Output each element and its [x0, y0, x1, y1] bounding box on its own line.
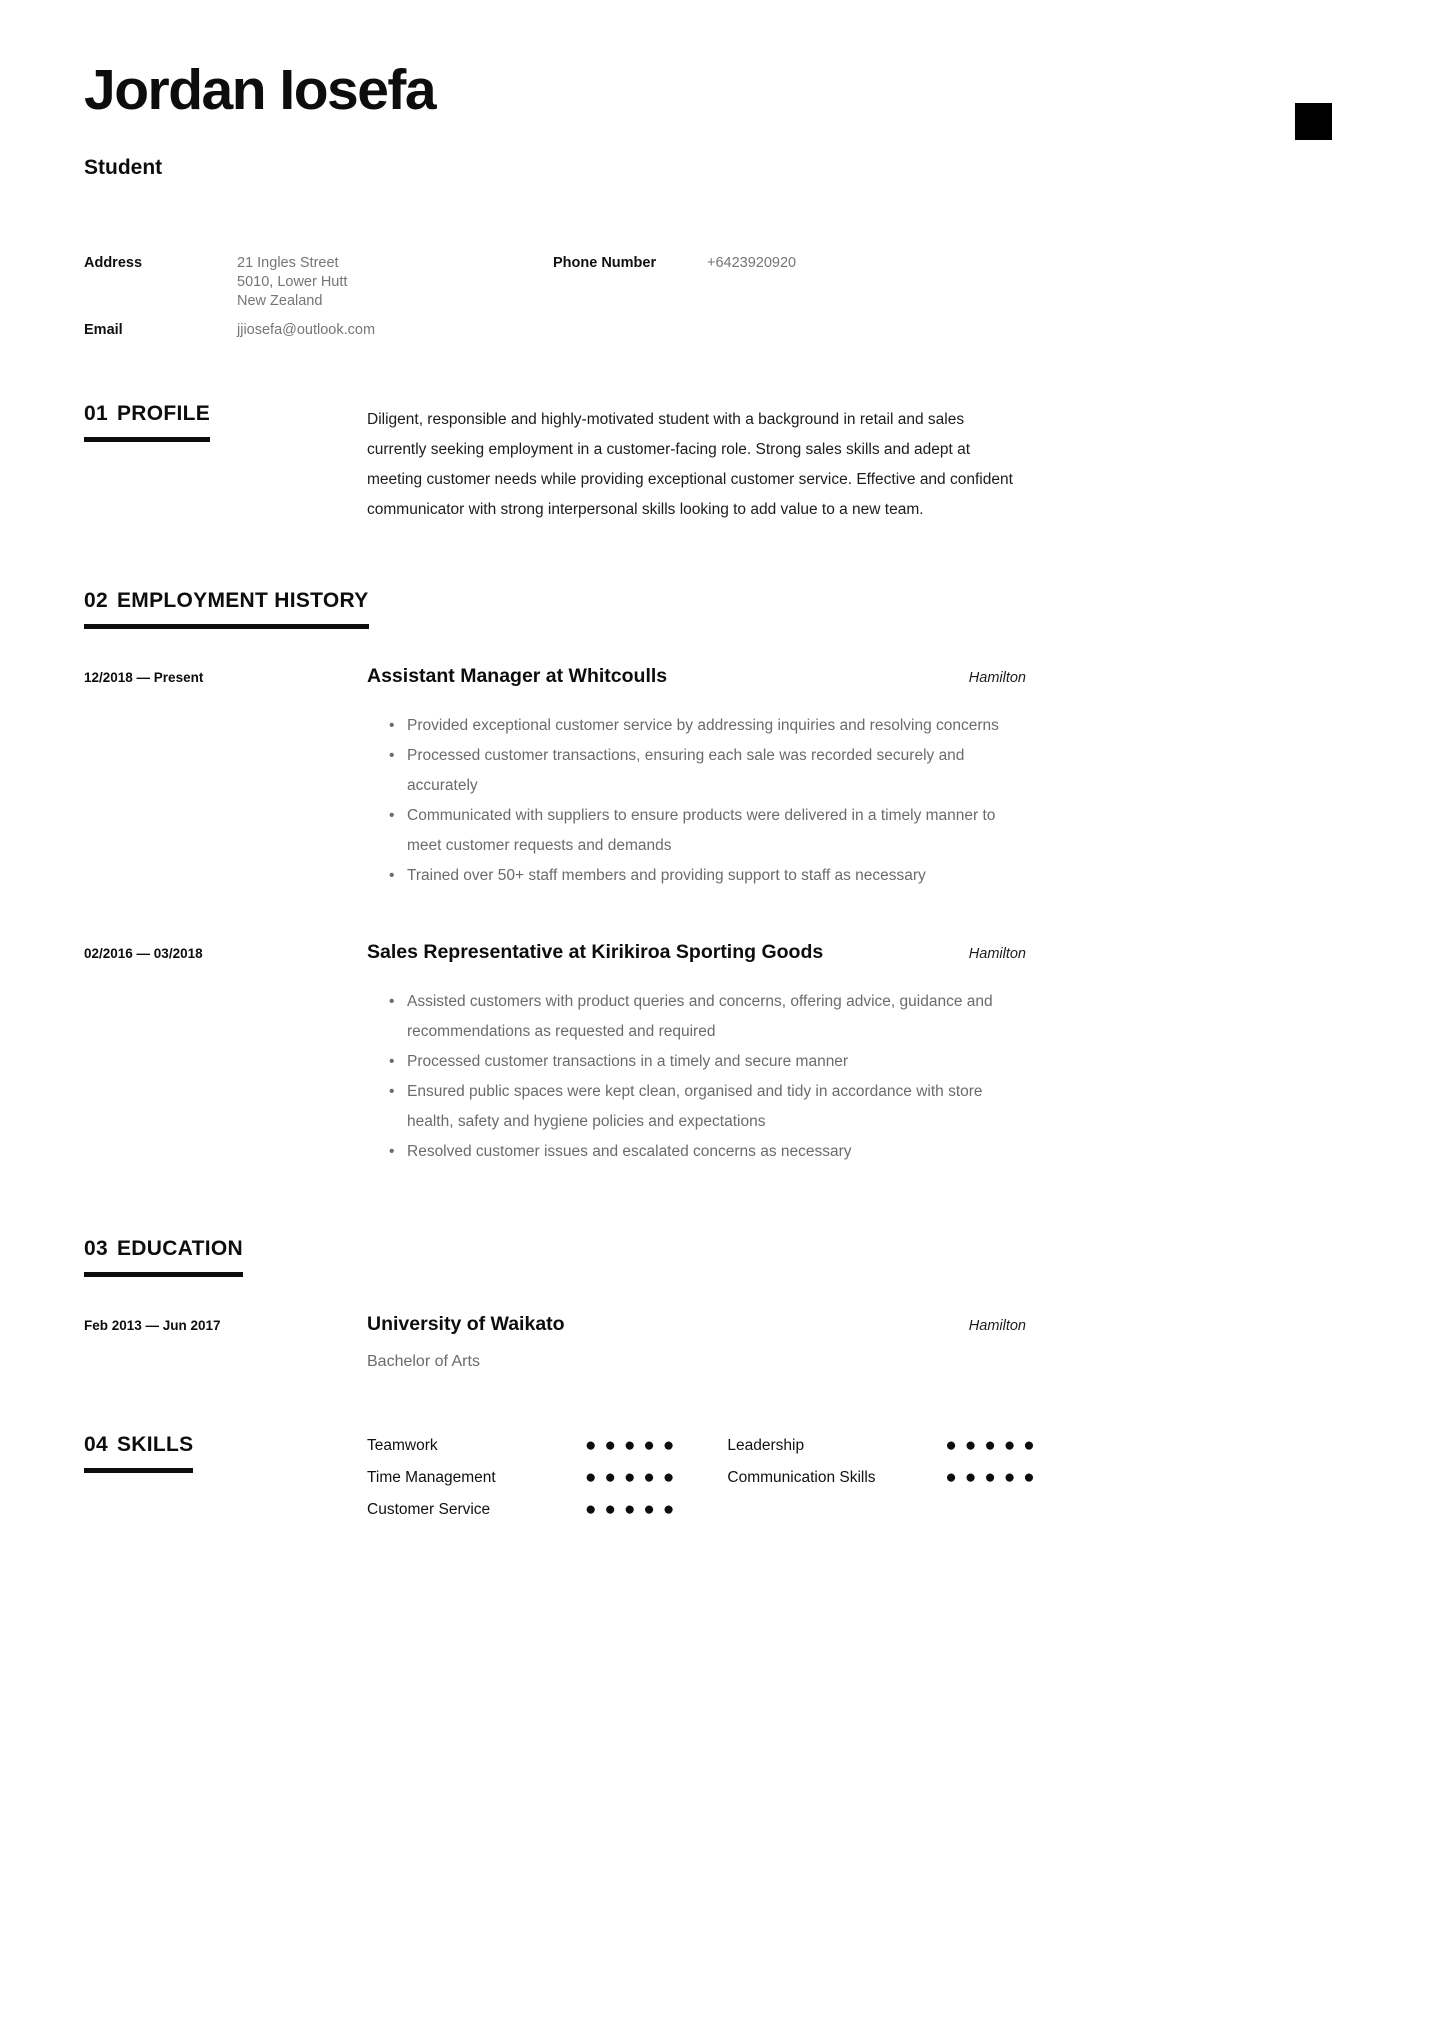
section-skills: [84, 1433, 1356, 1519]
skill-item: [727, 1436, 1042, 1455]
job-bullet: • Provided exceptional customer service by addressing inquiries and resolving concerns: [367, 711, 1026, 741]
job-bullets: [367, 987, 1026, 1167]
job-bullet: • Assisted customers with product queries and concerns, offering advice, guidance and recommendations as requested and required: [367, 987, 1026, 1047]
skill-rating-dots: ●●●●●: [585, 1467, 683, 1488]
education-dates: Feb 2013 — Jun 2017: [84, 1318, 221, 1333]
job-bullets: [367, 711, 1026, 891]
skill-rating-dots: ●●●●●: [945, 1467, 1043, 1488]
email-label: Email: [84, 322, 123, 338]
job-bullet: • Ensured public spaces were kept clean, organised and tidy in accordance with store health, safety and hygiene policies and expectations: [367, 1077, 1026, 1137]
brand-square-icon: [1295, 103, 1332, 140]
education-heading: [84, 1237, 243, 1277]
education-entry: [84, 1313, 1356, 1371]
job-title: Sales Representative at Kirikiroa Sporting Goods: [367, 941, 824, 963]
address-line: 21 Ingles Street: [237, 255, 339, 271]
job-bullet: • Processed customer transactions in a timely and secure manner: [367, 1047, 1026, 1077]
job-entry: [84, 665, 1356, 891]
education-degree: Bachelor of Arts: [367, 1353, 480, 1370]
skill-item: [367, 1436, 682, 1455]
education-school: University of Waikato: [367, 1313, 565, 1335]
job-bullet: • Processed customer transactions, ensuring each sale was recorded securely and accurately: [367, 741, 1026, 801]
education-location: Hamilton: [968, 1318, 1026, 1334]
skill-label: Teamwork: [367, 1436, 438, 1454]
skills-heading: [84, 1433, 193, 1473]
skill-rating-dots: ●●●●●: [585, 1435, 683, 1456]
profile-section-title: PROFILE: [116, 402, 211, 425]
address-line: New Zealand: [237, 293, 323, 309]
skill-label: Leadership: [727, 1436, 805, 1454]
skills-grid: [367, 1433, 1043, 1520]
education-section-title: EDUCATION: [116, 1237, 243, 1260]
job-dates: 02/2016 — 03/2018: [84, 946, 203, 961]
email-value: jjiosefa@outlook.com: [237, 322, 376, 338]
phone-value: +6423920920: [707, 255, 797, 271]
profile-heading: [84, 402, 210, 442]
address-line: 5010, Lower Hutt: [237, 274, 348, 290]
address-label: Address: [84, 255, 143, 271]
employment-section-title: EMPLOYMENT HISTORY: [116, 589, 369, 612]
skill-rating-dots: ●●●●●: [585, 1499, 683, 1520]
contact-block: [84, 254, 1356, 340]
profile-summary: Diligent, responsible and highly-motivated student with a background in retail and sales currently seeking employment in a customer-facing role. Strong sales skills and adept at meeting customer needs while providing exceptional customer service. Effective and confident communicator with strong interpersonal skills looking to add value to a new team.: [367, 411, 1013, 518]
skills-section-number: 04: [84, 1433, 108, 1456]
job-entry: [84, 941, 1356, 1167]
section-profile: [84, 402, 1356, 525]
skill-item: [367, 1500, 682, 1519]
skill-item: [727, 1468, 1042, 1487]
phone-label: Phone Number: [553, 255, 657, 271]
job-bullet: • Resolved customer issues and escalated concerns as necessary: [367, 1137, 1026, 1167]
section-employment: [84, 589, 1356, 1167]
skill-label: Communication Skills: [727, 1468, 876, 1486]
skills-section-title: SKILLS: [116, 1433, 194, 1456]
skill-label: Customer Service: [367, 1500, 491, 1518]
person-role: Student: [84, 156, 163, 179]
profile-section-number: 01: [84, 402, 108, 425]
section-education: [84, 1237, 1356, 1371]
education-section-number: 03: [84, 1237, 108, 1260]
skill-item: [367, 1468, 682, 1487]
job-bullet: • Communicated with suppliers to ensure products were delivered in a timely manner to meet customer requests and demands: [367, 801, 1026, 861]
person-name: Jordan Iosefa: [84, 58, 436, 122]
job-title: Assistant Manager at Whitcoulls: [367, 665, 668, 687]
address-value: [237, 254, 553, 311]
job-location: Hamilton: [968, 670, 1026, 686]
employment-section-number: 02: [84, 589, 108, 612]
skill-label: Time Management: [367, 1468, 496, 1486]
job-dates: 12/2018 — Present: [84, 670, 204, 685]
job-bullet: • Trained over 50+ staff members and providing support to staff as necessary: [367, 861, 1026, 891]
job-location: Hamilton: [968, 946, 1026, 962]
skill-rating-dots: ●●●●●: [945, 1435, 1043, 1456]
employment-heading: [84, 589, 369, 629]
